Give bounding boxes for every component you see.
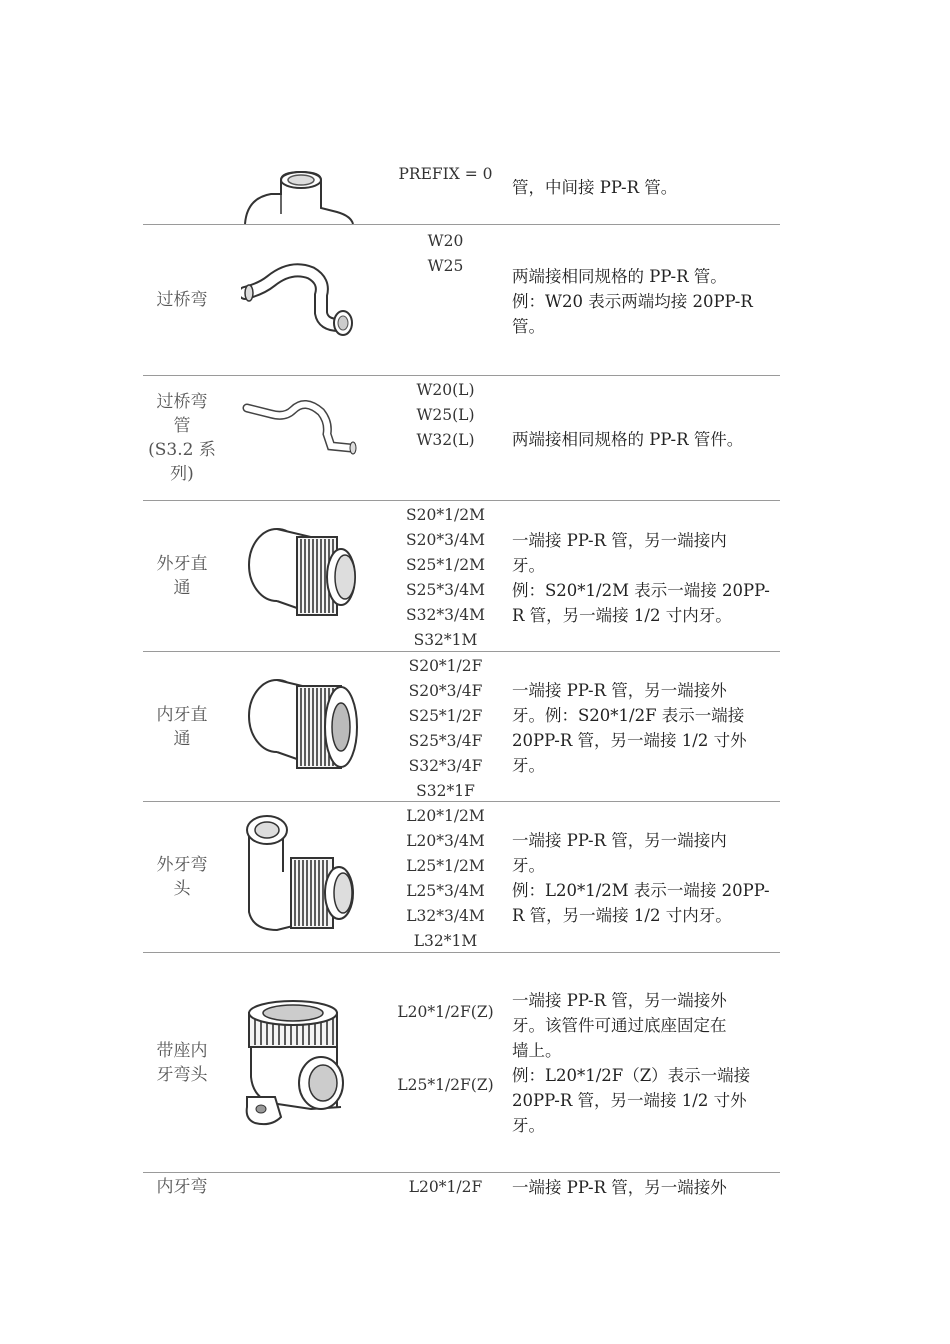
description-line: 墙上。 — [512, 1041, 562, 1060]
crossover-bend-icon — [241, 263, 359, 339]
table-row — [143, 225, 780, 376]
spec-code: W20(L) — [416, 381, 475, 399]
description-line: R 管，另一端接 1/2 寸内牙。 — [512, 606, 732, 625]
spec-code: S20*3/4M — [406, 531, 485, 549]
spec-code: S25*1/2M — [406, 556, 485, 574]
male-thread-elbow-icon — [241, 812, 359, 942]
table-row — [143, 652, 780, 802]
description-line: 20PP-R 管，另一端接 1/2 寸外 — [512, 731, 747, 750]
description-line: 管。 — [512, 317, 545, 336]
spec-code: S25*3/4M — [406, 581, 485, 599]
fitting-name-line: 列) — [170, 464, 194, 484]
fitting-name-line: 通 — [173, 729, 191, 749]
fitting-name-line: 外牙直 — [156, 554, 208, 574]
spec-code: S25*1/2F — [408, 707, 483, 725]
description-line: 20PP-R 管，另一端接 1/2 寸外 — [512, 1091, 747, 1110]
description-line: 例：L20*1/2M 表示一端接 20PP- — [512, 881, 770, 900]
spec-code: L25*1/2M — [406, 857, 485, 875]
spec-code: L20*1/2M — [406, 807, 485, 825]
description-line: 例：S20*1/2M 表示一端接 20PP- — [512, 581, 770, 600]
description-line: 一端接 PP-R 管，另一端接外 — [512, 991, 727, 1010]
table-row — [143, 501, 780, 652]
female-thread-coupling-icon — [241, 670, 359, 782]
spec-code: S32*3/4M — [406, 606, 485, 624]
description-line: 牙。 — [512, 556, 545, 575]
fitting-name-line: 内牙弯 — [156, 1177, 208, 1197]
table-row — [143, 802, 780, 953]
description-line: R 管，另一端接 1/2 寸内牙。 — [512, 906, 732, 925]
fitting-name-line: 外牙弯 — [156, 855, 208, 875]
spec-code: S20*1/2F — [408, 657, 483, 675]
spec-code: L20*1/2F — [408, 1178, 483, 1196]
spec-code: S25*3/4F — [408, 732, 483, 750]
tee-fitting-icon — [241, 168, 359, 224]
spec-code: L25*3/4M — [406, 882, 485, 900]
description-line: 牙。 — [512, 756, 545, 775]
spec-code: L32*3/4M — [406, 907, 485, 925]
description-line: 两端接相同规格的 PP-R 管。 — [512, 267, 727, 286]
description-line: 两端接相同规格的 PP-R 管件。 — [512, 430, 744, 449]
description-line: 一端接 PP-R 管，另一端接外 — [512, 681, 727, 700]
spec-code: L20*1/2F(Z) — [397, 1003, 494, 1021]
description-line: 一端接 PP-R 管，另一端接内 — [512, 531, 727, 550]
fitting-name-line: 内牙直 — [156, 705, 208, 725]
fitting-name-line: 头 — [173, 879, 191, 899]
description-line: 一端接 PP-R 管，另一端接外 — [512, 1178, 727, 1197]
fitting-name-line: 牙弯头 — [156, 1065, 208, 1085]
description-line: 牙。例：S20*1/2F 表示一端接 — [512, 706, 745, 725]
description-line: 牙。 — [512, 1116, 545, 1135]
male-thread-coupling-icon — [241, 519, 359, 631]
table-row — [143, 150, 780, 225]
spec-code: L32*1M — [413, 932, 478, 950]
fitting-name-line: (S3.2 系 — [148, 440, 216, 460]
seated-female-elbow-icon — [241, 997, 359, 1133]
fitting-name-line: 管 — [173, 416, 191, 436]
description-line: 一端接 PP-R 管，另一端接内 — [512, 831, 727, 850]
table-row — [143, 1173, 780, 1213]
spec-code: W25(L) — [416, 406, 475, 424]
description-line: 牙。该管件可通过底座固定在 — [512, 1016, 727, 1035]
crossover-pipe-icon — [241, 394, 359, 458]
spec-code: L20*3/4M — [406, 832, 485, 850]
spec-code: W32(L) — [416, 431, 475, 449]
fitting-name-line: 通 — [173, 578, 191, 598]
spec-code: PREFIX = 0 — [398, 165, 493, 183]
description-line: 例：L20*1/2F（Z）表示一端接 — [512, 1066, 751, 1085]
spec-code: S32*3/4F — [408, 757, 483, 775]
description-line: 例：W20 表示两端均接 20PP-R — [512, 292, 753, 311]
description-line: 牙。 — [512, 856, 545, 875]
spec-code: S20*1/2M — [406, 506, 485, 524]
table-row — [143, 376, 780, 501]
spec-code: W20 — [427, 232, 464, 250]
spec-code: L25*1/2F(Z) — [397, 1076, 494, 1094]
fitting-name-line: 带座内 — [156, 1041, 208, 1061]
spec-code: S32*1F — [416, 782, 475, 800]
fitting-name: 过桥弯 — [156, 290, 208, 310]
fitting-name-line: 过桥弯 — [156, 392, 208, 412]
spec-code: S20*3/4F — [408, 682, 483, 700]
spec-code: S32*1M — [413, 631, 478, 649]
table-row — [143, 953, 780, 1173]
spec-code: W25 — [427, 257, 464, 275]
description-line: 管，中间接 PP-R 管。 — [512, 178, 678, 197]
